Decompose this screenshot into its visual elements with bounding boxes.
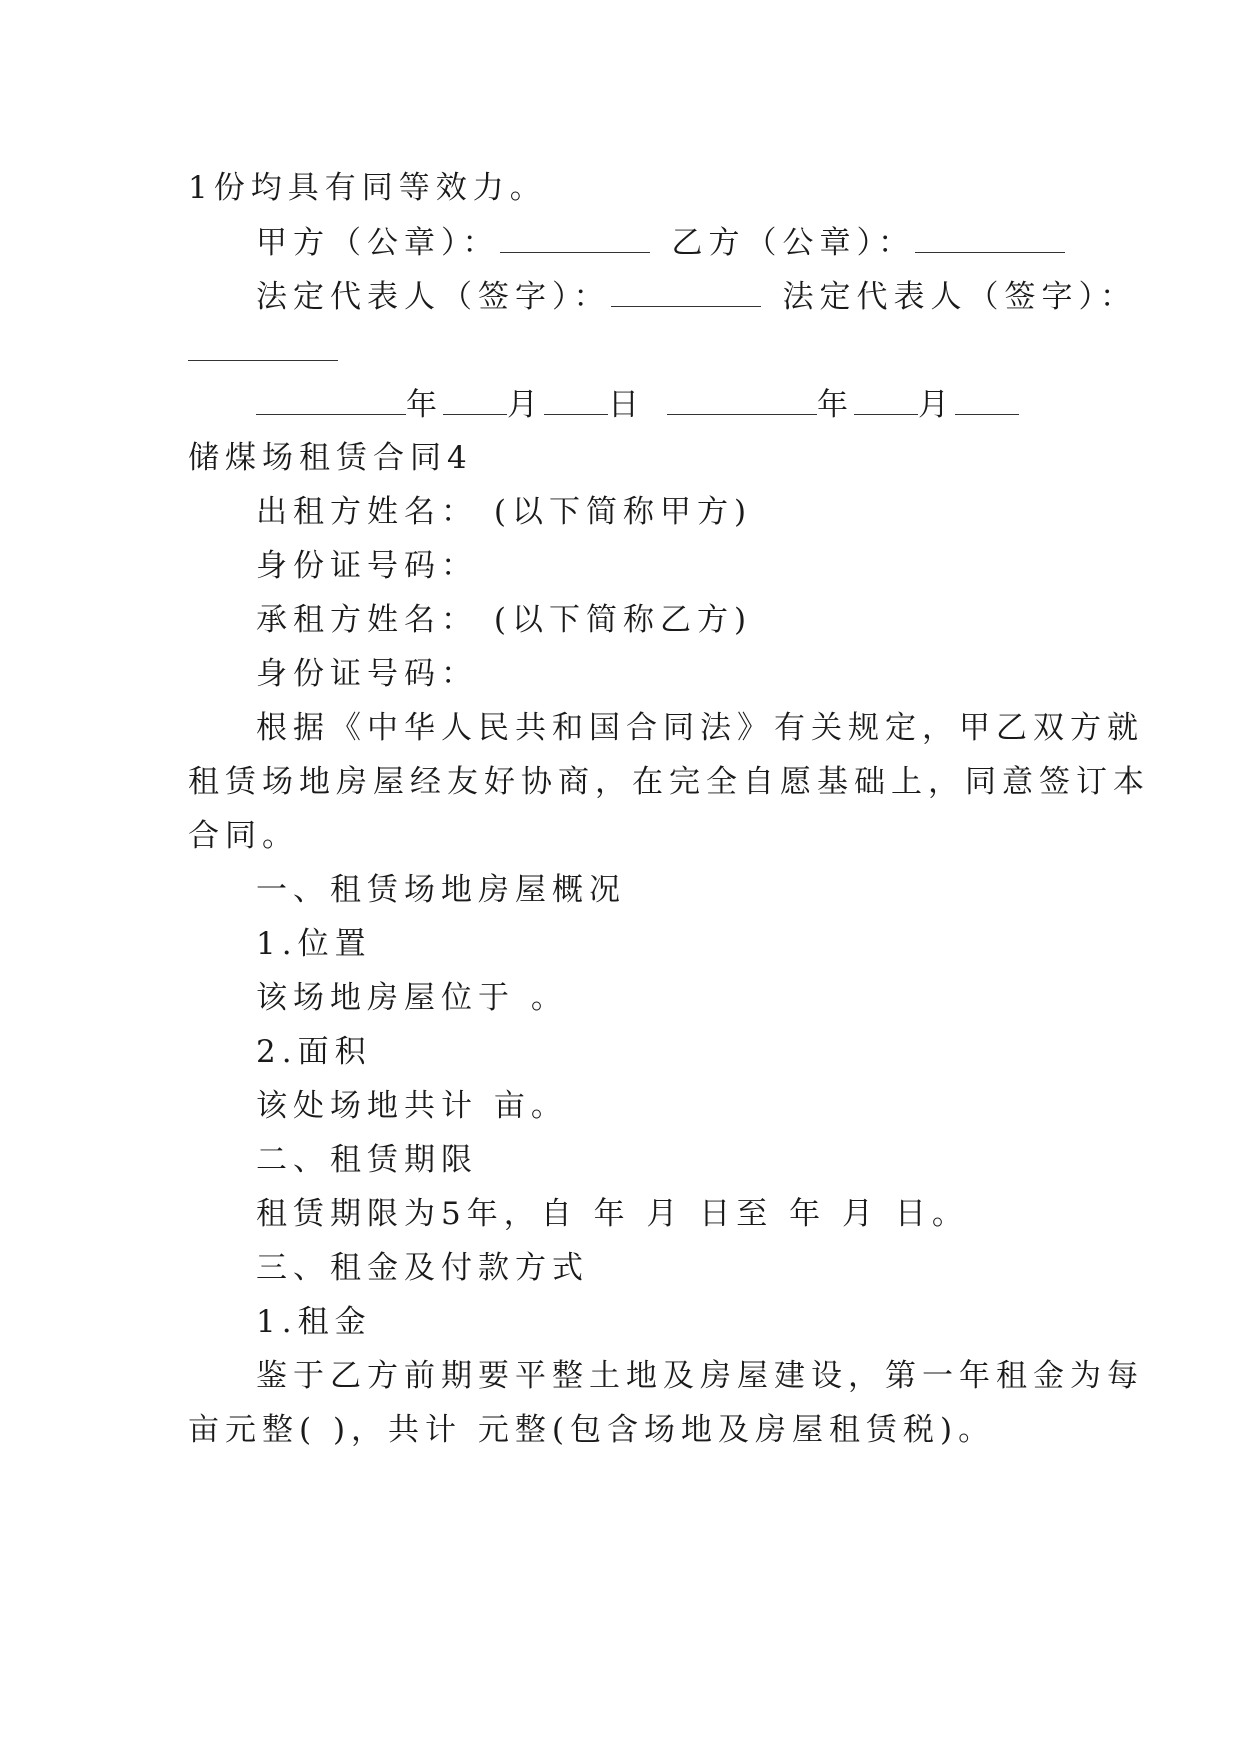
rep-b-label: 法定代表人（签字）： — [782, 279, 1137, 315]
rep-a-label: 法定代表人（签字）： — [256, 279, 611, 315]
subsection-heading: 1.位置 — [256, 926, 372, 962]
signature-blank — [611, 276, 761, 307]
year-label: 年 — [817, 387, 854, 423]
date-blank — [854, 384, 918, 415]
paragraph-line: 鉴于乙方前期要平整土地及房屋建设，第一年租金为每 — [256, 1358, 1144, 1394]
lessor-name-line: 出租方姓名： (以下简称甲方) — [256, 494, 753, 530]
date-line — [256, 384, 1136, 425]
section-heading: 三、租金及付款方式 — [256, 1250, 589, 1286]
date-blank — [955, 384, 1019, 415]
section-heading: 一、租赁场地房屋概况 — [256, 872, 626, 908]
paragraph-line: 合同。 — [188, 818, 299, 854]
paragraph-line: 亩元整( )，共计 元整(包含场地及房屋租赁税)。 — [188, 1412, 996, 1448]
date-blank — [256, 384, 406, 415]
contract-title: 储煤场租赁合同4 — [188, 440, 473, 476]
seal-line — [256, 222, 1136, 263]
month-label: 月 — [507, 387, 544, 423]
subsection-heading: 1.租金 — [256, 1304, 372, 1340]
text-line: 1份均具有同等效力。 — [188, 170, 547, 206]
date-blank — [667, 384, 817, 415]
lessee-name-line: 承租方姓名： (以下简称乙方) — [256, 602, 753, 638]
paragraph-line: 租赁期限为5年，自 年 月 日至 年 月 日。 — [256, 1196, 969, 1232]
date-blank — [443, 384, 507, 415]
month-label: 月 — [918, 387, 955, 423]
signature-blank — [188, 330, 338, 361]
paragraph-line: 该处场地共计 亩。 — [256, 1088, 568, 1124]
signature-blank — [500, 222, 650, 253]
paragraph-line: 租赁场地房屋经友好协商，在完全自愿基础上，同意签订本 — [188, 764, 1150, 800]
id-number-line: 身份证号码： — [256, 548, 478, 584]
day-label: 日 — [608, 387, 645, 423]
paragraph-line: 根据《中华人民共和国合同法》有关规定，甲乙双方就 — [256, 710, 1144, 746]
blank-line — [188, 330, 1068, 371]
year-label: 年 — [406, 387, 443, 423]
party-b-seal-label: 乙方（公章）： — [671, 225, 915, 261]
signature-blank — [915, 222, 1065, 253]
paragraph-line: 该场地房屋位于 。 — [256, 980, 568, 1016]
id-number-line: 身份证号码： — [256, 656, 478, 692]
subsection-heading: 2.面积 — [256, 1034, 372, 1070]
section-heading: 二、租赁期限 — [256, 1142, 478, 1178]
date-blank — [544, 384, 608, 415]
representative-line — [256, 276, 1136, 317]
party-a-seal-label: 甲方（公章）： — [256, 225, 500, 261]
